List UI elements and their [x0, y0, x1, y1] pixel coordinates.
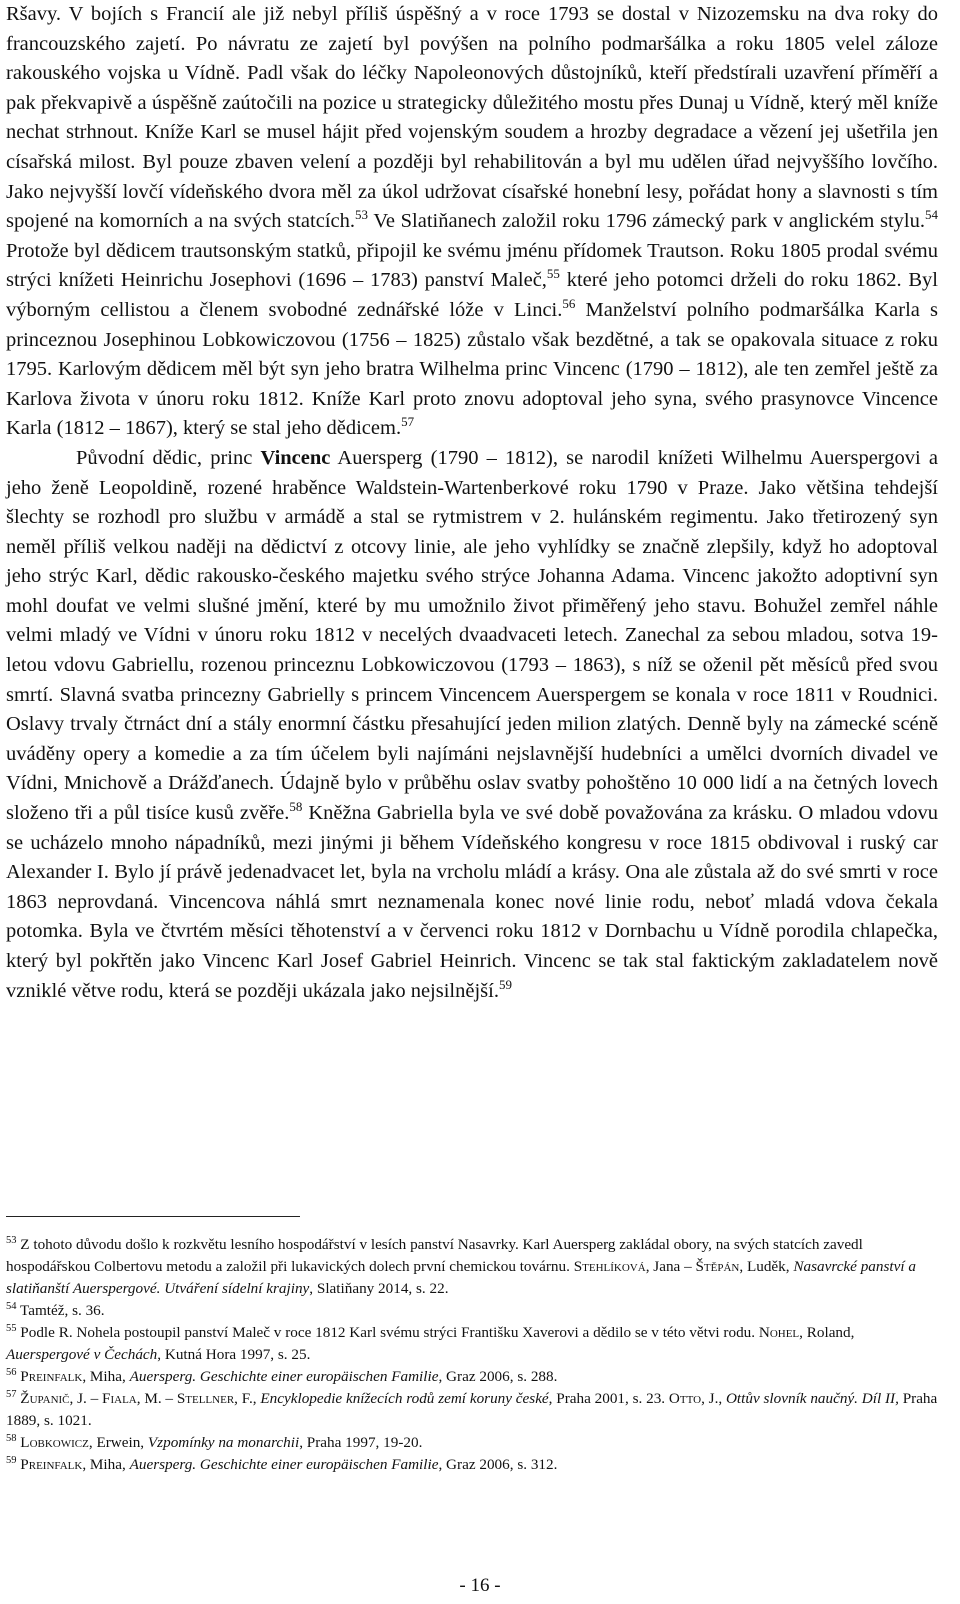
paragraph-text: Původní dědic, princ [76, 446, 261, 469]
footnote-text: Podle R. Nohela postoupil panství Maleč v roce 1812 Karl svému strýci Františku Xaverovi a dědilo se v této větvi rodu. [16, 1324, 759, 1341]
footnote-text: , J. – [69, 1390, 103, 1407]
footnote-53 [6, 1234, 938, 1300]
footnote-text: , Graz 2006, s. 288. [438, 1368, 558, 1385]
page-number: - 16 - [459, 1575, 501, 1596]
footnote-ref-59[interactable]: 59 [498, 976, 512, 992]
footnote-text: , F., [234, 1390, 261, 1407]
book-title: Encyklopedie knížecích rodů zemí koruny české [260, 1390, 549, 1407]
footnote-number: 58 [6, 1433, 17, 1444]
footnote-text: , J., [701, 1390, 726, 1407]
footnote-ref-54[interactable]: 54 [925, 207, 938, 223]
book-title: Auerspergové v Čechách [6, 1346, 158, 1363]
paragraph-text: Ršavy. V bojích s Francií ale již nebyl příliš úspěšný a v roce 1793 se dostal v Nizozemsku na dva roky do francouzského zajetí. Po návratu ze zajetí byl povýšen na polního podmaršálka a roku 1805 velel záloze rakouského vojska u Vídně. Padl však do léčky Napoleonových důstojníků, kteří předstírali uzavření příměří a pak překvapivě a úspěšně zaútočili na pozice u strategicky důležitého mostu přes Dunaj u Vídně, který měl kníže nechat strhnout. Kníže Karl se musel hájit před vojenským soudem a hrozby degradace a vězení jej ušetřila jen císařská milost. Byl pouze zbaven velení a později byl rehabilitován a byl mu udělen úřad nejvyššího lovčího. Jako nejvyšší lovčí vídeňského dvora měl za úkol udržovat císařské honební lesy, pořádat hony a slavnosti s tím spojené na komorních a na svých statcích. [6, 3, 938, 233]
author-name: Preinfalk [20, 1456, 83, 1473]
page-content [6, 0, 938, 1006]
footnote-58 [6, 1432, 938, 1454]
footnote-text: , Jana – [645, 1258, 696, 1275]
footnote-ref-57[interactable]: 57 [401, 414, 415, 430]
author-name: Lobkowicz [20, 1434, 89, 1451]
footnote-number: 57 [6, 1389, 17, 1400]
footnote-ref-58[interactable]: 58 [289, 799, 303, 815]
footnote-54 [6, 1300, 938, 1322]
paragraph-text: Manželství polního podmaršálka Karla s princeznou Josephinou Lobkowiczovou (1756 – 1825) zůstalo však bezdětné, a tak se opakovala situace z roku 1795. Karlovým dědicem měl být syn jeho bratra Wilhelma princ Vincenc (1790 – 1812), ale ten zemřel ještě za Karlova života v únoru roku 1812. Kníže Karl proto znovu adoptoval jeho syna, svého prasynovce Vincence Karla (1812 – 1867), který se stal jeho dědicem. [6, 298, 938, 440]
footnote-text: , Luděk, [739, 1258, 794, 1275]
footnote-number: 55 [6, 1323, 17, 1334]
paragraph-text: Ve Slatiňanech založil roku 1796 zámecký park v anglickém stylu. [368, 210, 925, 233]
footnote-text: Praha 1889, s. 1021. [6, 1390, 938, 1429]
footnote-number: 53 [6, 1235, 17, 1246]
footnote-number: 59 [6, 1455, 17, 1466]
paragraph-text: které jeho potomci drželi do roku 1862. Byl výborným cellistou a členem svobodné zednářské lóže v Linci. [6, 269, 939, 321]
footnote-ref-56[interactable]: 56 [562, 295, 576, 311]
author-name: Stehlíková [573, 1258, 646, 1275]
footnote-text: , Praha 1997, 19-20. [299, 1434, 423, 1451]
highlighted-name: Vincenc [260, 446, 331, 469]
author-name: Županič [20, 1390, 70, 1407]
footnotes [6, 1234, 938, 1476]
footnote-text: , Miha, [82, 1456, 130, 1473]
paragraph-1 [6, 0, 938, 444]
paragraph-2 [6, 444, 938, 1006]
footnote-text: , Kutná Hora 1997, s. 25. [157, 1346, 311, 1363]
footnote-text: Tamtéž, s. 36. [16, 1302, 105, 1319]
author-name: Stellner [176, 1390, 235, 1407]
book-title: Auersperg. Geschichte einer europäischen Familie [129, 1368, 439, 1385]
footnote-text: , Slatiňany 2014, s. 22. [309, 1280, 449, 1297]
footnote-separator [6, 1216, 300, 1217]
author-name: Štěpán [695, 1258, 740, 1275]
footnote-55 [6, 1322, 938, 1366]
book-title: Auersperg. Geschichte einer europäischen Familie [129, 1456, 439, 1473]
footnote-text: , Graz 2006, s. 312. [438, 1456, 558, 1473]
book-title: Ottův slovník naučný. Díl II, [725, 1390, 899, 1407]
footnote-59 [6, 1454, 938, 1476]
footnote-text: , Erwein, [88, 1434, 148, 1451]
footnote-text: Z tohoto důvodu došlo k rozkvětu lesního hospodářství v lesích panství Nasavrky. Karl Auersperg zakládal obory, na svých statcích zavedl hospodářskou Colbertovu metodu a založil při lukavických dolech první chemickou továrnu. [6, 1236, 863, 1275]
author-name: Fiala [102, 1390, 137, 1407]
footnote-text: , Roland, [799, 1324, 855, 1341]
footnote-ref-53[interactable]: 53 [355, 207, 368, 223]
author-name: Nohel [758, 1324, 800, 1341]
footnote-number: 56 [6, 1367, 17, 1378]
footnote-text: , Praha 2001, s. 23. [548, 1390, 669, 1407]
paragraph-text: Protože byl dědicem trautsonským statků, připojil ke svému jménu přídomek Trautson. Roku 1805 prodal svému strýci knížeti Heinrichu Josephovi (1696 – 1783) panství Maleč, [6, 239, 938, 292]
paragraph-text: Kněžna Gabriella byla ve své době považována za krásku. O mladou vdovu se ucházelo mnoho nápadníků, mezi jinými ji během Vídeňského kongresu v roce 1815 obdivoval i ruský car Alexander I. Bylo jí právě jedenadvacet let, byla na vrcholu mládí a krásy. Ona ale zůstala až do své smrti v roce 1863 neprovdaná. Vincencova náhlá smrt neznamenala konec nové linie rodu, neboť mladá vdova čekala potomka. Byla ve čtvrtém měsíci těhotenství a v červenci roku 1812 v Dornbachu u Vídně porodila chlapečka, který byl pokřtěn jako Vincenc Karl Josef Gabriel Heinrich. Vincenc se tak stal faktickým zakladatelem nově vzniklé větve rodu, která se později ukázala jako nejsilnější. [6, 802, 939, 1002]
footnote-57 [6, 1388, 938, 1432]
book-title: Nasavrcké panství a slatiňanští Auerspergové. Utváření sídelní krajiny [6, 1258, 916, 1297]
paragraph-text: Auersperg (1790 – 1812), se narodil knížeti Wilhelmu Auerspergovi a jeho ženě Leopoldině, rozené hraběnce Waldstein-Wartenberkové roku 1790 v Praze. Jako většina tehdejší šlechty se rozhodl pro službu v armádě a stal se rytmistrem v 2. hulánském regimentu. Jako třetirozený syn neměl příliš velkou naději na dědictví z otcovy linie, ale jeho vyhlídky se značně zlepšily, když ho adoptoval jeho strýc Karl, dědic rakousko-českého majetku svého strýce Johanna Adama. Vincenc jakožto adoptivní syn mohl doufat ve velmi slušné jmění, které by mu umožnilo život přiměřený jeho stavu. Bohužel zemřel náhle velmi mladý ve Vídni v únoru roku 1812 v necelých dvaadvaceti letech. Zanechal za sebou mladou, sotva 19-letou vdovu Gabriellu, rozenou princeznu Lobkowiczovou (1793 – 1863), s níž se oženil pět měsíců před svou smrtí. Slavná svatba princezny Gabrielly s princem Vincencem Auerspergem se konala v roce 1811 v Roudnici. Oslavy trvaly čtrnáct dní a stály enormní částku přesahující jeden milion zlatých. Denně byly na zámecké scéně uváděny opery a komedie a za tím účelem byli najímáni nejslavnější hudebníci a umělci dvorních divadel ve Vídni, Mnichově a Drážďanech. Údajně bylo v průběhu oslav svatby pohoštěno 10 000 lidí a na četných lovech složeno tři a půl tisíce kusů zvěře. [6, 446, 938, 825]
book-title: Vzpomínky na monarchii [147, 1434, 300, 1451]
footnote-number: 54 [6, 1301, 17, 1312]
footnote-text: , Miha, [82, 1368, 130, 1385]
author-name: Otto [668, 1390, 702, 1407]
footnote-text: , M. – [136, 1390, 177, 1407]
author-name: Preinfalk [20, 1368, 83, 1385]
footnote-ref-55[interactable]: 55 [546, 266, 560, 282]
footnote-56 [6, 1366, 938, 1388]
